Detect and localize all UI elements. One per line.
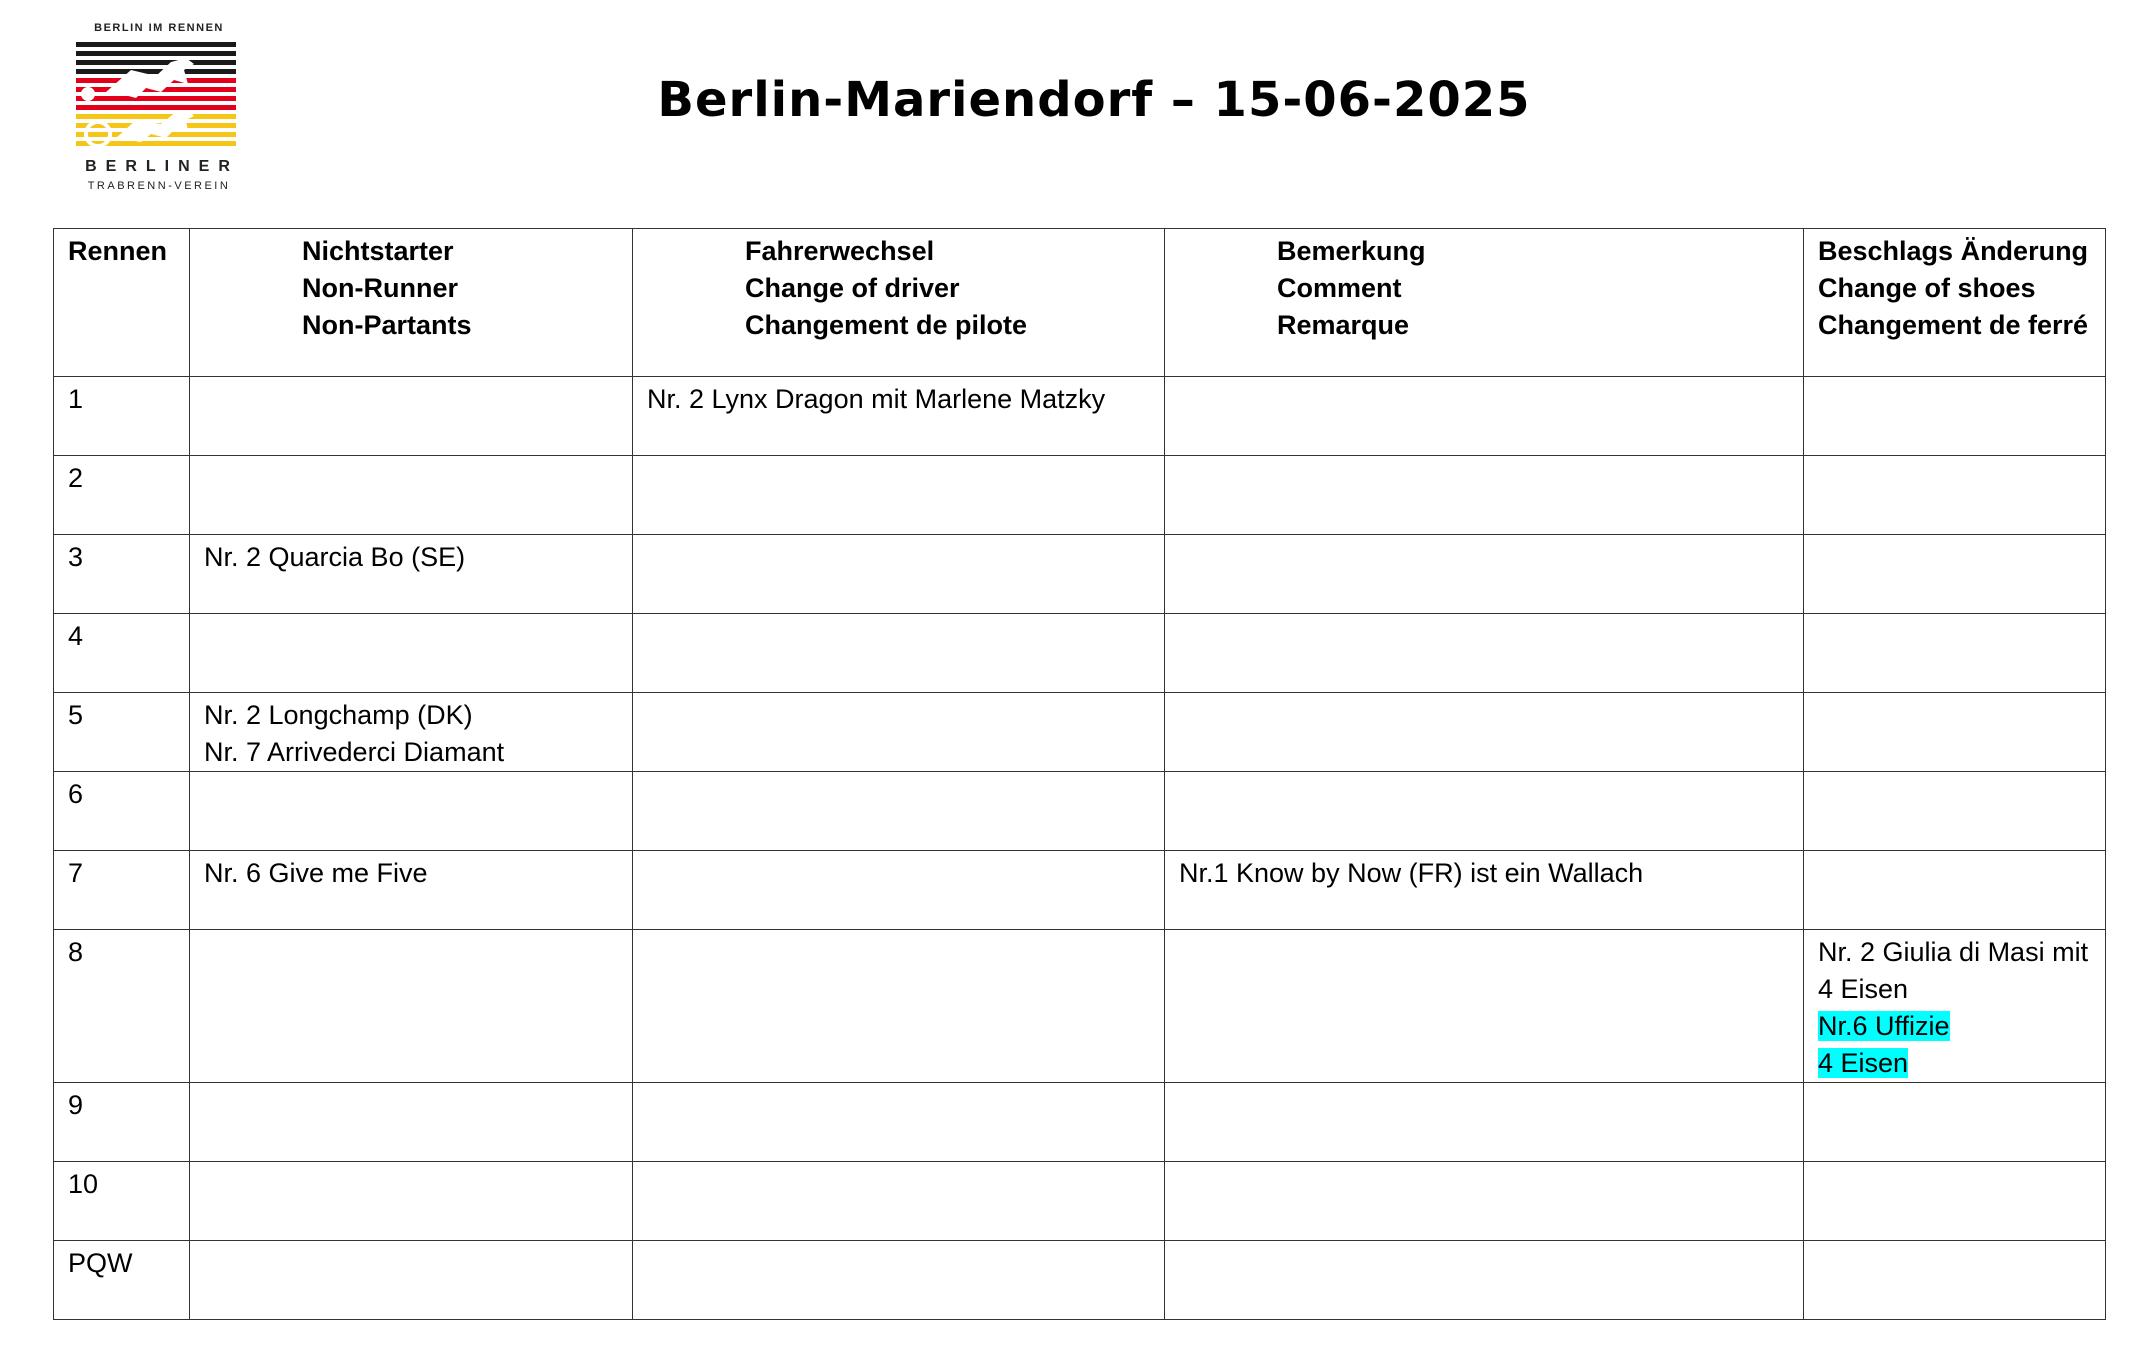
logo-top-text: BERLIN IM RENNEN [94, 22, 224, 34]
table-row [54, 456, 2106, 535]
race-number-cell: 4 [54, 614, 190, 693]
table-row [54, 535, 2106, 614]
nonrunner-cell [190, 851, 633, 930]
nonrunner-entry [204, 539, 618, 576]
driver-cell [633, 1083, 1165, 1162]
table-row [54, 930, 2106, 1083]
comment-cell [1165, 851, 1804, 930]
shoes-cell [1804, 1162, 2106, 1241]
driver-cell [633, 456, 1165, 535]
comment-cell [1165, 1083, 1804, 1162]
shoes-cell [1804, 851, 2106, 930]
header-race: Rennen [54, 229, 190, 377]
driver-cell [633, 535, 1165, 614]
table-row [54, 1083, 2106, 1162]
driver-cell [633, 377, 1165, 456]
shoes-entry-text: Nr. 2 Giulia di Masi mit [1818, 937, 2089, 967]
header-comment [1165, 229, 1804, 377]
header-nonrunner-en: Non-Runner [302, 273, 458, 303]
table-row [54, 693, 2106, 772]
shoes-cell [1804, 614, 2106, 693]
shoes-entry [1818, 971, 2091, 1008]
driver-cell [633, 614, 1165, 693]
comment-cell [1165, 772, 1804, 851]
shoes-cell [1804, 772, 2106, 851]
shoes-cell [1804, 693, 2106, 772]
table-row [54, 1241, 2106, 1320]
comment-entry [1179, 855, 1789, 892]
table-row [54, 1162, 2106, 1241]
nonrunner-cell [190, 535, 633, 614]
nonrunner-cell [190, 930, 633, 1083]
shoes-entry-text: Nr.6 Uffizie [1818, 1011, 1950, 1041]
comment-cell [1165, 614, 1804, 693]
race-number-cell: 1 [54, 377, 190, 456]
race-number-cell: 10 [54, 1162, 190, 1241]
nonrunner-cell [190, 614, 633, 693]
header-comment-en: Comment [1277, 273, 1402, 303]
header-shoes [1804, 229, 2106, 377]
nonrunner-cell [190, 1162, 633, 1241]
comment-entry-text: Nr.1 Know by Now (FR) ist ein Wallach [1179, 858, 1644, 888]
header-comment-fr: Remarque [1277, 310, 1410, 340]
logo-bottom-text: TRABRENN-VEREIN [87, 180, 231, 192]
race-number-cell: 5 [54, 693, 190, 772]
race-number-cell: 9 [54, 1083, 190, 1162]
table-row [54, 851, 2106, 930]
shoes-entry-text: 4 Eisen [1818, 974, 1909, 1004]
header-driver [633, 229, 1165, 377]
table-body [54, 377, 2106, 1320]
driver-entry-text: Nr. 2 Lynx Dragon mit Marlene Matzky [647, 384, 1106, 414]
driver-cell [633, 930, 1165, 1083]
shoes-cell [1804, 930, 2106, 1083]
nonrunner-cell [190, 693, 633, 772]
nonrunner-entry [204, 734, 618, 771]
nonrunner-cell [190, 1083, 633, 1162]
nonrunner-cell [190, 772, 633, 851]
table-row [54, 614, 2106, 693]
header-nonrunner-de: Nichtstarter [302, 236, 454, 266]
driver-cell [633, 1162, 1165, 1241]
shoes-cell [1804, 377, 2106, 456]
race-number-cell: 8 [54, 930, 190, 1083]
shoes-cell [1804, 456, 2106, 535]
header-shoes-de: Beschlags Änderung [1818, 236, 2089, 266]
shoes-entry [1818, 1008, 2091, 1045]
comment-cell [1165, 1241, 1804, 1320]
table-row [54, 377, 2106, 456]
header-comment-de: Bemerkung [1277, 236, 1426, 266]
header-driver-en: Change of driver [745, 273, 960, 303]
shoes-entry-text: 4 Eisen [1818, 1048, 1909, 1078]
header-shoes-fr: Changement de ferré [1818, 310, 2089, 340]
comment-cell [1165, 377, 1804, 456]
race-number-cell: 3 [54, 535, 190, 614]
header-nonrunner-fr: Non-Partants [302, 310, 472, 340]
header-shoes-en: Change of shoes [1818, 273, 2036, 303]
comment-cell [1165, 456, 1804, 535]
page-title: Berlin-Mariendorf – 15-06-2025 [657, 72, 1531, 128]
nonrunner-entry-text: Nr. 2 Quarcia Bo (SE) [204, 542, 466, 572]
logo-middle-text: BERLINER [85, 158, 239, 175]
race-number-cell: PQW [54, 1241, 190, 1320]
shoes-entry [1818, 1045, 2091, 1082]
nonrunner-entry [204, 697, 618, 734]
nonrunner-entry-text: Nr. 6 Give me Five [204, 858, 428, 888]
driver-cell [633, 693, 1165, 772]
header-driver-de: Fahrerwechsel [745, 236, 935, 266]
race-changes-table [53, 228, 2106, 1320]
nonrunner-entry [204, 855, 618, 892]
nonrunner-cell [190, 377, 633, 456]
nonrunner-cell [190, 456, 633, 535]
nonrunner-entry-text: Nr. 2 Longchamp (DK) [204, 700, 473, 730]
race-number-cell: 7 [54, 851, 190, 930]
table-header-row [54, 229, 2106, 377]
comment-cell [1165, 535, 1804, 614]
shoes-cell [1804, 535, 2106, 614]
header-nonrunner [190, 229, 633, 377]
shoes-entry [1818, 934, 2091, 971]
race-number-cell: 6 [54, 772, 190, 851]
shoes-cell [1804, 1083, 2106, 1162]
race-number-cell: 2 [54, 456, 190, 535]
comment-cell [1165, 1162, 1804, 1241]
driver-cell [633, 772, 1165, 851]
driver-cell [633, 851, 1165, 930]
shoes-cell [1804, 1241, 2106, 1320]
driver-entry [647, 381, 1150, 418]
nonrunner-entry-text: Nr. 7 Arrivederci Diamant [204, 737, 505, 767]
table-row [54, 772, 2106, 851]
comment-cell [1165, 930, 1804, 1083]
comment-cell [1165, 693, 1804, 772]
nonrunner-cell [190, 1241, 633, 1320]
header-driver-fr: Changement de pilote [745, 310, 1028, 340]
driver-cell [633, 1241, 1165, 1320]
